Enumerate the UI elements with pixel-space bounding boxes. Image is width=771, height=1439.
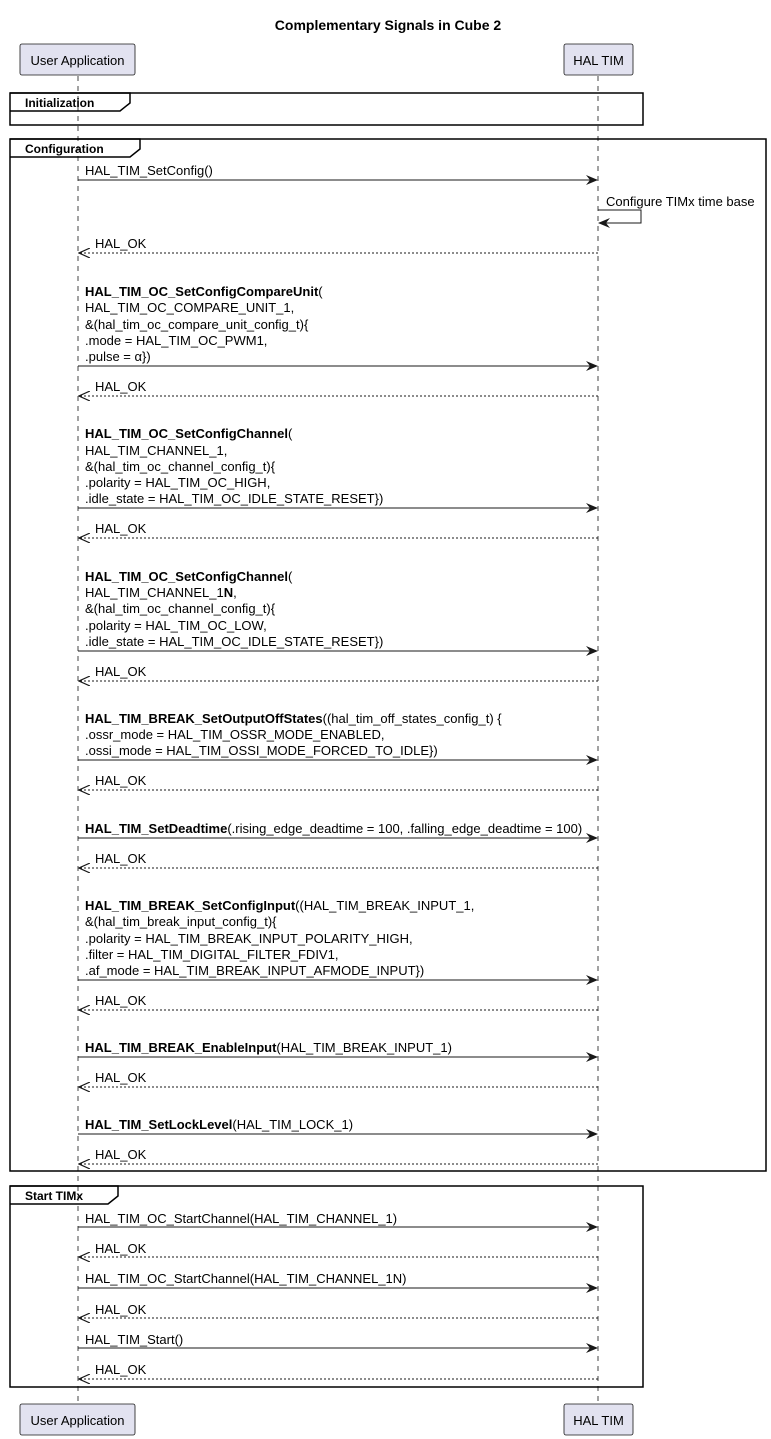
participant-label: HAL TIM	[573, 53, 624, 68]
message-label: &(hal_tim_oc_channel_config_t){	[85, 601, 276, 616]
participant-user-application-bottom	[20, 1404, 135, 1435]
message-label: HAL_TIM_BREAK_SetConfigInput((HAL_TIM_BREAK_INPUT_1,	[85, 898, 475, 913]
message-label: HAL_TIM_SetLockLevel(HAL_TIM_LOCK_1)	[85, 1117, 354, 1132]
return-hal-ok	[79, 993, 598, 1010]
self-message-configure-time-base	[598, 194, 755, 223]
message-label: HAL_TIM_CHANNEL_1N,	[85, 585, 237, 600]
message-label: .mode = HAL_TIM_OC_PWM1,	[85, 333, 268, 348]
return-hal-ok	[79, 773, 598, 790]
message-label: &(hal_tim_oc_compare_unit_config_t){	[85, 317, 309, 332]
return-label: HAL_OK	[95, 379, 147, 394]
participant-label: User Application	[30, 1413, 125, 1428]
message-label: .filter = HAL_TIM_DIGITAL_FILTER_FDIV1,	[85, 947, 339, 962]
message-label: &(hal_tim_break_input_config_t){	[85, 914, 277, 929]
message-label: .polarity = HAL_TIM_BREAK_INPUT_POLARITY_HIGH,	[85, 931, 413, 946]
message-label: .polarity = HAL_TIM_OC_HIGH,	[85, 475, 271, 490]
message-break-enable-input	[78, 1040, 597, 1057]
frame-label: Initialization	[25, 96, 95, 110]
return-hal-ok	[79, 1362, 598, 1379]
message-label: HAL_TIM_OC_SetConfigChannel(	[85, 569, 293, 584]
participant-hal-tim-bottom	[564, 1404, 633, 1435]
return-hal-ok	[79, 379, 598, 396]
message-oc-start-channel-1n	[78, 1271, 597, 1288]
message-break-set-config-input	[78, 898, 597, 980]
message-set-lock-level	[78, 1117, 597, 1134]
return-label: HAL_OK	[95, 851, 147, 866]
return-hal-ok	[79, 1302, 598, 1318]
participant-label: HAL TIM	[573, 1413, 624, 1428]
message-hal-tim-setconfig	[78, 163, 597, 180]
message-label: .af_mode = HAL_TIM_BREAK_INPUT_AFMODE_INPUT})	[85, 963, 425, 978]
message-label: .polarity = HAL_TIM_OC_LOW,	[85, 618, 267, 633]
return-hal-ok	[79, 1147, 598, 1164]
message-label: HAL_TIM_OC_StartChannel(HAL_TIM_CHANNEL_1)	[85, 1211, 398, 1226]
message-label: .idle_state = HAL_TIM_OC_IDLE_STATE_RESET})	[85, 491, 384, 506]
message-label: HAL_TIM_Start()	[85, 1332, 184, 1347]
return-hal-ok	[79, 521, 598, 538]
message-label: .pulse = α})	[85, 349, 151, 364]
message-label: HAL_TIM_SetConfig()	[85, 163, 213, 178]
return-label: HAL_OK	[95, 236, 147, 251]
message-label: HAL_TIM_CHANNEL_1,	[85, 443, 228, 458]
message-label: Configure TIMx time base	[606, 194, 755, 209]
message-label: .ossi_mode = HAL_TIM_OSSI_MODE_FORCED_TO_IDLE})	[85, 743, 438, 758]
return-label: HAL_OK	[95, 993, 147, 1008]
return-hal-ok	[79, 664, 598, 681]
return-label: HAL_OK	[95, 1147, 147, 1162]
frame-label: Configuration	[25, 142, 104, 156]
message-set-config-channel-1	[78, 426, 597, 508]
message-label: &(hal_tim_oc_channel_config_t){	[85, 459, 276, 474]
return-label: HAL_OK	[95, 1302, 147, 1317]
diagram-title: Complementary Signals in Cube 2	[274, 17, 502, 33]
message-set-config-channel-1n	[78, 569, 597, 651]
message-tim-start	[78, 1332, 597, 1348]
return-hal-ok	[79, 851, 598, 868]
frame-label: Start TIMx	[25, 1189, 84, 1203]
participant-hal-tim-top	[564, 44, 633, 75]
participant-user-application-top	[20, 44, 135, 75]
return-label: HAL_OK	[95, 1362, 147, 1377]
message-label: HAL_TIM_OC_SetConfigChannel(	[85, 426, 293, 441]
return-label: HAL_OK	[95, 773, 147, 788]
message-set-deadtime	[78, 821, 597, 838]
return-label: HAL_OK	[95, 521, 147, 536]
message-label: HAL_TIM_BREAK_EnableInput(HAL_TIM_BREAK_INPUT_1)	[85, 1040, 452, 1055]
message-set-config-compare-unit	[78, 284, 597, 366]
message-label: HAL_TIM_OC_StartChannel(HAL_TIM_CHANNEL_1N)	[85, 1271, 407, 1286]
return-hal-ok	[79, 236, 598, 253]
frame-initialization	[10, 93, 643, 125]
return-hal-ok	[79, 1241, 598, 1257]
message-label: HAL_TIM_SetDeadtime(.rising_edge_deadtime = 100, .falling_edge_deadtime = 100)	[85, 821, 583, 836]
return-label: HAL_OK	[95, 1241, 147, 1256]
participant-label: User Application	[30, 53, 125, 68]
message-set-output-off-states	[78, 711, 597, 760]
return-label: HAL_OK	[95, 1070, 147, 1085]
message-label: HAL_TIM_OC_SetConfigCompareUnit(	[85, 284, 323, 299]
return-label: HAL_OK	[95, 664, 147, 679]
message-label: HAL_TIM_BREAK_SetOutputOffStates((hal_tim_off_states_config_t) {	[85, 711, 502, 726]
message-label: .ossr_mode = HAL_TIM_OSSR_MODE_ENABLED,	[85, 727, 385, 742]
message-label: HAL_TIM_OC_COMPARE_UNIT_1,	[85, 300, 295, 315]
message-oc-start-channel-1	[78, 1211, 597, 1227]
message-label: .idle_state = HAL_TIM_OC_IDLE_STATE_RESET})	[85, 634, 384, 649]
return-hal-ok	[79, 1070, 598, 1087]
